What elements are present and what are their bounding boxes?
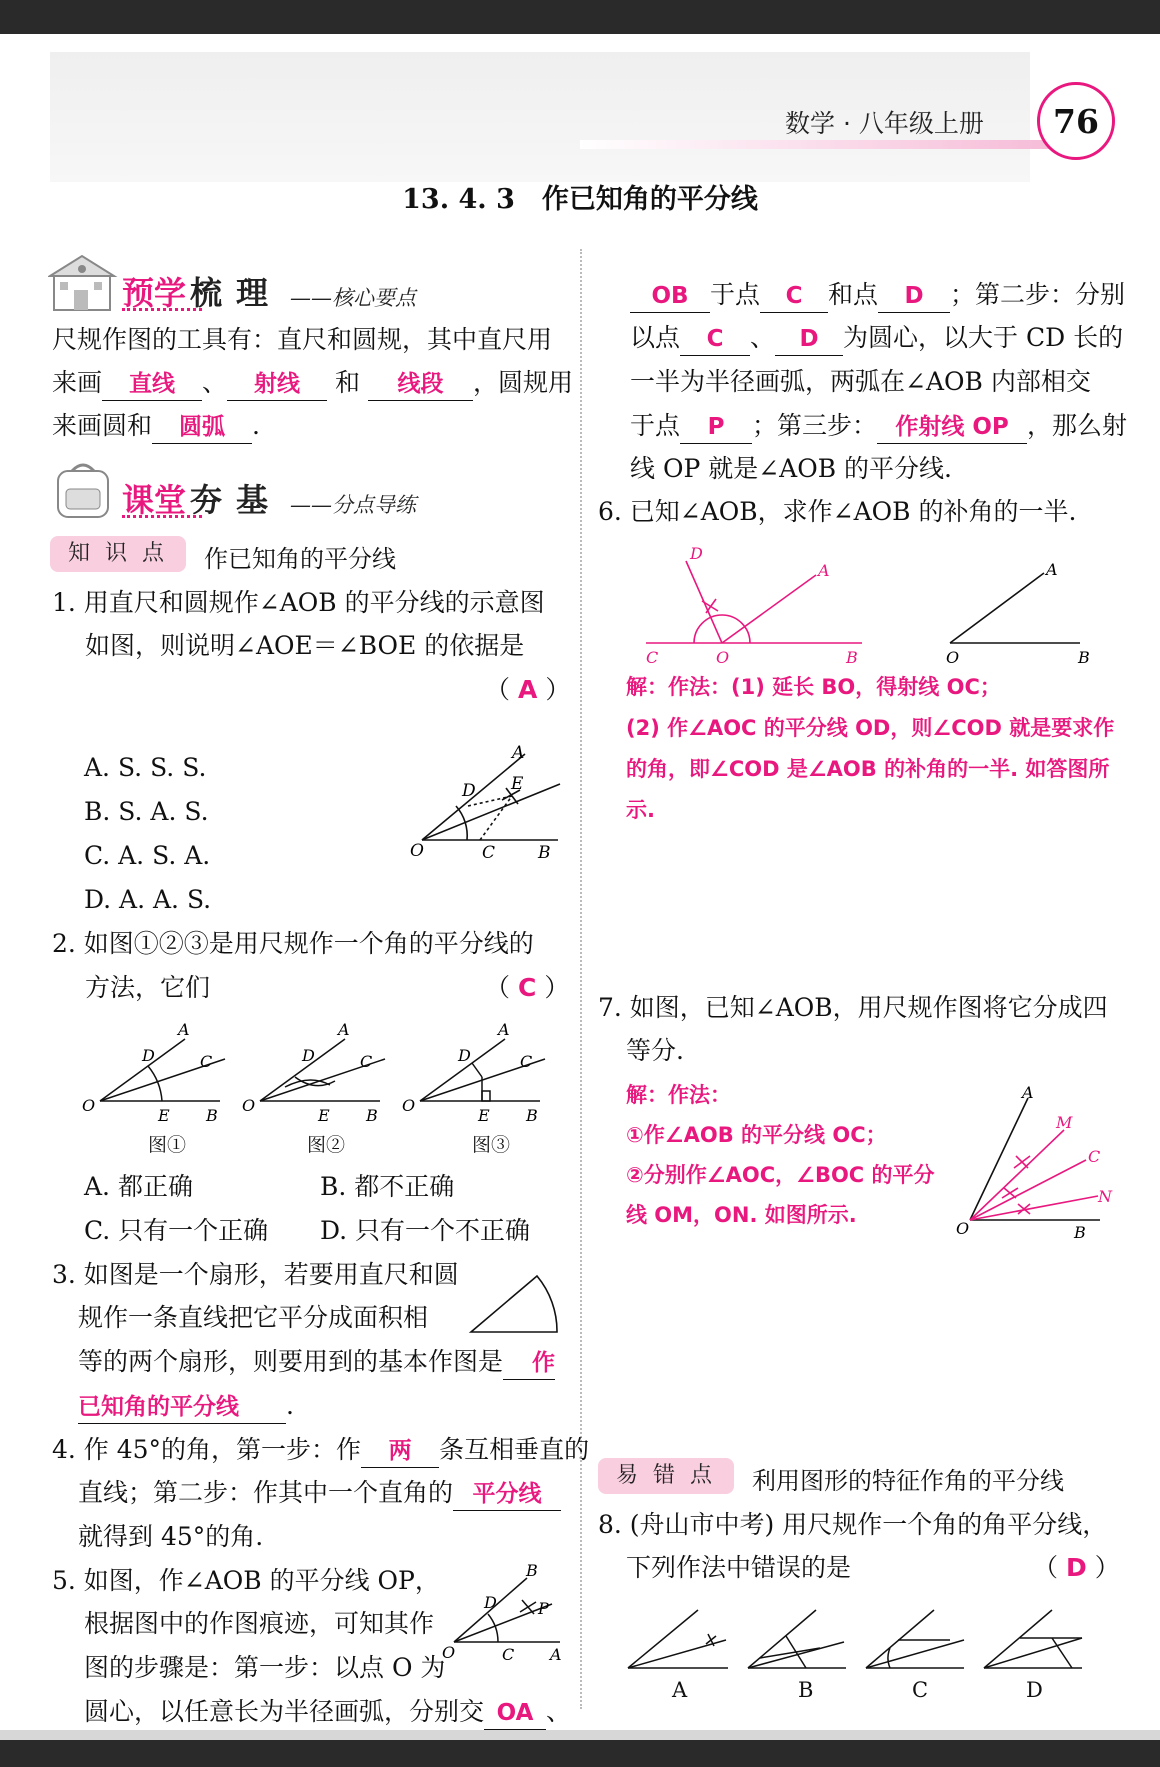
blank: 已知角的平分线 (78, 1391, 286, 1424)
preview-text: 来画圆和 (52, 411, 153, 440)
banner-dots (122, 308, 202, 311)
q7-solution-2: ①作∠AOB 的平分线 OC； (626, 1123, 887, 1147)
q5-label-a: A (550, 1645, 562, 1662)
preview-text: . (252, 411, 260, 440)
text: 于点 (710, 280, 761, 309)
banner-class-title-a: 课堂 (122, 481, 187, 519)
q8-caption-b: B (798, 1678, 814, 1702)
q6-line-1: 6. 已知∠AOB，求作∠AOB 的补角的一半. (598, 497, 1077, 526)
q5-label-c: C (502, 1645, 515, 1662)
text: ，那么射 (1027, 411, 1128, 440)
q6-ans-label-b: B (846, 648, 858, 667)
blank-arc: 圆弧 (152, 411, 252, 444)
q5-label-o: O (442, 1643, 456, 1662)
q1-label-e: E (511, 774, 524, 794)
preview-line-2 (52, 367, 573, 401)
q5-line-4 (84, 1696, 571, 1730)
label-d: D (302, 1046, 315, 1065)
q8-caption-d: D (1026, 1678, 1043, 1702)
q5-figure (442, 1562, 567, 1662)
blank: 两 (361, 1435, 439, 1468)
label-c: C (200, 1052, 213, 1071)
q5-right-line-2 (630, 322, 1123, 356)
page-bottom-edge (0, 1730, 1160, 1740)
q6-ans-label-d: D (690, 544, 703, 563)
q6-ans-label-o: O (716, 648, 730, 667)
q5-line-1: 5. 如图，作∠AOB 的平分线 OP， (52, 1566, 440, 1595)
header-bar (580, 140, 1050, 149)
label-a: A (178, 1020, 190, 1039)
label-c: C (360, 1052, 373, 1071)
blank-ray: 射线 (227, 368, 327, 401)
paren: （ (485, 973, 511, 1002)
blank: 作射线 OP (877, 411, 1027, 444)
q4-line-2 (78, 1477, 561, 1511)
q1-line-1: 1. 用直尺和圆规作∠AOB 的平分线的示意图 (52, 588, 545, 617)
q1-line-2: 如图，则说明∠AOE＝∠BOE 的依据是 (85, 631, 525, 660)
label-a: A (498, 1020, 510, 1039)
q3-line-1: 3. 如图是一个扇形，若要用直尺和圆 (52, 1260, 459, 1289)
blank: OA (484, 1697, 546, 1730)
q6-label-a: A (1046, 560, 1058, 579)
paren: （ (485, 675, 511, 704)
label-d: D (142, 1046, 155, 1065)
q7-label-a: A (1022, 1084, 1034, 1102)
banner-preview-title-b: 梳 (190, 274, 223, 312)
knowledge-tag: 知 识 点 (50, 536, 186, 572)
q7-label-m: M (1056, 1113, 1073, 1132)
q5-label-d: D (484, 1593, 497, 1612)
label-b: B (206, 1106, 218, 1125)
label-b: B (526, 1106, 538, 1125)
text: 等的两个扇形，则要用到的基本作图是 (78, 1347, 504, 1376)
preview-text: 和 (335, 368, 361, 397)
section-title: 13. 4. 3 作已知角的平分线 (402, 184, 758, 215)
q7-solution-4: 线 OM，ON. 如图所示. (626, 1203, 857, 1227)
q5-right-line-3: 一半为半径画弧，两弧在∠AOB 内部相交 (630, 367, 1091, 396)
paren: （ (1033, 1553, 1059, 1582)
q3-sector-figure (465, 1262, 565, 1342)
q3-line-4 (78, 1390, 294, 1424)
paren: ） (1094, 1553, 1120, 1582)
q7-label-b: B (1074, 1223, 1086, 1242)
preview-line-3 (52, 410, 260, 444)
q3-line-3 (78, 1346, 555, 1380)
answer: A (518, 675, 538, 704)
q6-solution-2: (2) 作∠AOC 的平分线 OD，则∠COD 就是要求作 (626, 716, 1115, 740)
banner-class-title-c: 基 (236, 481, 269, 519)
answer: C (518, 973, 537, 1002)
blank: P (680, 411, 752, 444)
label-o: O (242, 1096, 256, 1115)
q1-label-c: C (482, 843, 496, 863)
q6-solution-4: 示. (626, 798, 655, 822)
q1-label-b: B (538, 843, 551, 863)
q5-line-3: 图的步骤是：第一步：以点 O 为 (84, 1653, 446, 1682)
label-d: D (458, 1046, 471, 1065)
text: ；第二步：分别 (950, 280, 1126, 309)
q1-option-c: C. A. S. A. (84, 841, 211, 870)
q1-label-a: A (512, 744, 525, 763)
q1-option-b: B. S. A. S. (84, 797, 209, 826)
blank: 平分线 (453, 1478, 561, 1511)
banner-dots (122, 515, 202, 518)
q2-line-1: 2. 如图①②③是用尺规作一个角的平分线的 (52, 929, 534, 958)
q5-label-p: P (538, 1599, 549, 1618)
q6-label-b: B (1078, 648, 1090, 667)
q7-label-c: C (1088, 1147, 1101, 1166)
text: 直线；第二步：作其中一个直角的 (78, 1478, 454, 1507)
blank: 作 (503, 1347, 555, 1380)
banner-class-title-b: 夯 (190, 481, 223, 519)
q7-solution-1: 解：作法： (626, 1083, 731, 1107)
q6-ans-label-c: C (646, 648, 659, 667)
q2-option-c: C. 只有一个正确 (84, 1216, 269, 1245)
q2-caption-1: 图① (148, 1134, 187, 1156)
text: 为圆心，以大于 CD 长的 (843, 323, 1124, 352)
q7-figure (950, 1084, 1120, 1254)
blank: D (878, 280, 950, 313)
q2-line-2: 方法，它们 (85, 973, 211, 1002)
q4-line-3: 就得到 45°的角. (78, 1522, 264, 1551)
backpack-icon (48, 459, 118, 521)
q7-line-2: 等分. (626, 1036, 684, 1065)
q1-option-a: A. S. S. S. (84, 753, 207, 782)
banner-preview-title-a: 预学 (122, 274, 187, 312)
banner-class-sub: ——分点导练 (290, 493, 416, 517)
q6-label-o: O (946, 648, 960, 667)
preview-text: ，圆规用 (473, 368, 574, 397)
page-number: 76 (1037, 82, 1115, 160)
blank-segment: 线段 (368, 368, 473, 401)
mistake-tag: 易 错 点 (598, 1458, 734, 1494)
label-o: O (402, 1096, 416, 1115)
answer: D (1066, 1553, 1087, 1582)
q1-option-d: D. A. A. S. (84, 885, 212, 914)
blank: D (775, 323, 843, 356)
label-a: A (338, 1020, 350, 1039)
label-e: E (318, 1106, 330, 1125)
q6-solution-3: 的角，即∠COD 是∠AOB 的补角的一半. 如答图所 (626, 757, 1110, 781)
q8-line-1: 8. (舟山市中考) 用尺规作一个角的角平分线， (598, 1510, 1108, 1539)
q4-line-1 (52, 1434, 589, 1468)
banner-preview-title-c: 理 (236, 274, 269, 312)
blank: C (760, 280, 828, 313)
q6-solution-1: 解：作法：(1) 延长 BO，得射线 OC； (626, 675, 1001, 699)
q5-label-b: B (526, 1562, 538, 1580)
label-o: O (82, 1096, 96, 1115)
q6-answer-figure (640, 539, 890, 669)
q2-answer (485, 972, 569, 1004)
banner-preview-sub: ——核心要点 (290, 286, 416, 310)
preview-text: 来画 (52, 368, 103, 397)
q2-option-d: D. 只有一个不正确 (320, 1216, 531, 1245)
q2-caption-2: 图② (307, 1134, 346, 1156)
text: 、 (750, 323, 776, 352)
q8-caption-c: C (912, 1678, 929, 1702)
q5-right-line-5: 线 OP 就是∠AOB 的平分线. (630, 454, 952, 483)
blank: OB (630, 280, 710, 313)
q2-caption-3: 图③ (472, 1134, 511, 1156)
q1-label-d: D (462, 781, 476, 801)
blank-line: 直线 (102, 368, 202, 401)
text: 以点 (630, 323, 681, 352)
text: 圆心，以任意长为半径画弧，分别交 (84, 1697, 485, 1726)
q2-option-b: B. 都不正确 (320, 1172, 455, 1201)
mistake-title: 利用图形的特征作角的平分线 (752, 1467, 1064, 1495)
q6-given-figure (940, 559, 1090, 669)
q2-option-a: A. 都正确 (84, 1172, 193, 1201)
q8-caption-a: A (672, 1678, 688, 1702)
label-c: C (520, 1052, 533, 1071)
preview-line-1: 尺规作图的工具有：直尺和圆规，其中直尺用 (52, 325, 553, 354)
column-divider (580, 249, 582, 1709)
q5-right-line-4 (630, 410, 1127, 444)
q6-ans-label-a: A (818, 561, 830, 580)
text: 于点 (630, 411, 681, 440)
text: ；第三步： (752, 411, 878, 440)
q5-line-2: 根据图中的作图痕迹，可知其作 (84, 1609, 435, 1638)
book-title: 数学 · 八年级上册 (785, 109, 984, 138)
paren: ） (545, 675, 571, 704)
q7-label-o: O (956, 1219, 970, 1238)
label-b: B (366, 1106, 378, 1125)
text: 4. 作 45°的角，第一步：作 (52, 1435, 362, 1464)
q7-line-1: 7. 如图，已知∠AOB，用尺规作图将它分成四 (598, 993, 1108, 1022)
text: 条互相垂直的 (439, 1435, 590, 1464)
q1-label-o: O (410, 841, 424, 861)
label-e: E (158, 1106, 170, 1125)
q1-figure (410, 744, 570, 864)
paren: ） (544, 973, 570, 1002)
q5-right-line-1 (630, 279, 1125, 313)
preview-text: 、 (202, 368, 228, 397)
text: 和点 (828, 280, 879, 309)
text: . (286, 1391, 294, 1420)
q1-answer (485, 674, 570, 706)
text: 、 (546, 1697, 572, 1726)
q8-line-2: 下列作法中错误的是 (626, 1553, 852, 1582)
blank: C (680, 323, 750, 356)
q8-answer (1033, 1552, 1120, 1584)
q7-solution-3: ②分别作∠AOC，∠BOC 的平分 (626, 1163, 935, 1187)
page (0, 34, 1160, 1740)
label-e: E (478, 1106, 490, 1125)
knowledge-title: 作已知角的平分线 (204, 545, 396, 573)
q8-figures (620, 1594, 1110, 1684)
q7-label-n: N (1098, 1187, 1112, 1206)
q3-line-2: 规作一条直线把它平分成面积相 (78, 1303, 429, 1332)
school-icon (48, 252, 118, 314)
